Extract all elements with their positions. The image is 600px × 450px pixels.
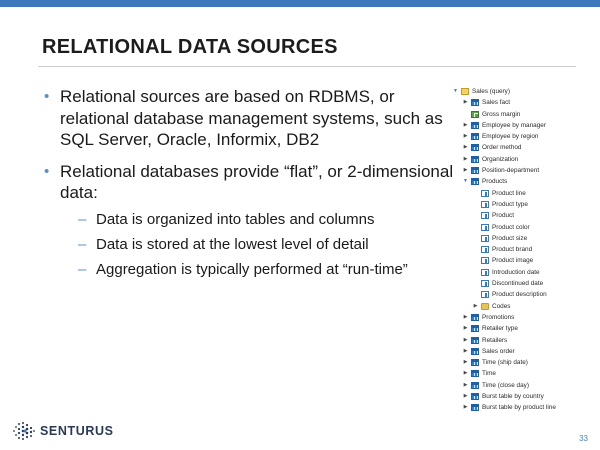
folder-icon xyxy=(481,303,489,310)
tree-item-label: Gross margin xyxy=(482,110,521,118)
tree-item-label: Time (ship date) xyxy=(482,359,528,367)
tree-item-label: Product image xyxy=(492,257,534,265)
tree-item-label: Codes xyxy=(492,302,511,310)
tree-item[interactable] xyxy=(452,289,592,300)
tree-item[interactable] xyxy=(452,323,592,334)
expand-toggle-icon[interactable]: ▼ xyxy=(453,88,458,94)
measure-icon xyxy=(481,201,489,208)
tree-item[interactable] xyxy=(452,165,592,176)
tree-item[interactable] xyxy=(452,244,592,255)
tree-item[interactable] xyxy=(452,357,592,368)
table-icon xyxy=(471,314,479,321)
sub-bullet-text: Data is organized into tables and columns xyxy=(96,210,375,228)
tree-item[interactable] xyxy=(452,222,592,233)
table-icon xyxy=(471,122,479,129)
collapse-toggle-icon[interactable]: ▶ xyxy=(463,167,468,174)
bullet-list xyxy=(42,86,457,284)
tree-item-label: Burst table by country xyxy=(482,393,544,401)
tree-item-label: Products xyxy=(482,178,508,186)
tree-item-label: Promotions xyxy=(482,313,515,321)
data-source-tree xyxy=(452,86,592,414)
collapse-toggle-icon[interactable]: ▶ xyxy=(463,359,468,366)
table-icon xyxy=(471,144,479,151)
tree-item-label: Product description xyxy=(492,291,547,299)
collapse-toggle-icon[interactable]: ▶ xyxy=(463,133,468,140)
tree-item-label: Introduction date xyxy=(492,268,540,276)
tree-item[interactable] xyxy=(452,233,592,244)
table-icon xyxy=(471,167,479,174)
bullet-item xyxy=(42,86,457,151)
tree-item-label: Time xyxy=(482,370,496,378)
title-divider xyxy=(38,66,576,67)
table-icon xyxy=(471,393,479,400)
query-icon xyxy=(461,88,469,95)
bullet-item xyxy=(42,161,457,280)
collapse-toggle-icon[interactable]: ▶ xyxy=(463,370,468,377)
tree-item-label: Product line xyxy=(492,189,526,197)
collapse-toggle-icon[interactable]: ▶ xyxy=(463,325,468,332)
tree-item-label: Order method xyxy=(482,144,522,152)
tree-item-label: Retailer type xyxy=(482,325,518,333)
bullet-text: Relational sources are based on RDBMS, or relational database management systems, such as SQL Server, Oracle, Informix, DB2 xyxy=(60,87,443,149)
collapse-toggle-icon[interactable]: ▶ xyxy=(473,302,478,309)
tree-item-label: Sales fact xyxy=(482,99,511,107)
tree-item[interactable] xyxy=(452,301,592,312)
dash-icon: – xyxy=(78,260,87,278)
collapse-toggle-icon[interactable]: ▶ xyxy=(463,121,468,128)
tree-item[interactable] xyxy=(452,380,592,391)
sub-bullet-item xyxy=(60,259,457,280)
tree-item[interactable] xyxy=(452,142,592,153)
sub-bullet-text: Aggregation is typically performed at “run-time” xyxy=(96,260,408,278)
tree-item-label: Product xyxy=(492,212,515,220)
bullet-text: Relational databases provide “flat”, or 2-dimensional data: xyxy=(60,161,454,202)
tree-item[interactable] xyxy=(452,120,592,131)
measure-icon xyxy=(481,212,489,219)
table-icon xyxy=(471,325,479,332)
bullet-dot-icon: • xyxy=(44,162,50,180)
tree-item-label: Employee by manager xyxy=(482,121,546,129)
top-accent-bar xyxy=(0,0,600,7)
collapse-toggle-icon[interactable]: ▶ xyxy=(463,393,468,400)
tree-item[interactable] xyxy=(452,199,592,210)
tree-item-label: Product type xyxy=(492,200,528,208)
tree-item-label: Burst table by product line xyxy=(482,404,556,412)
collapse-toggle-icon[interactable]: ▶ xyxy=(463,144,468,151)
table-icon xyxy=(471,133,479,140)
tree-item-label: Product color xyxy=(492,223,530,231)
table-icon xyxy=(471,99,479,106)
sub-bullet-item xyxy=(60,234,457,255)
slide-title: RELATIONAL DATA SOURCES xyxy=(42,36,338,58)
table-icon xyxy=(471,359,479,366)
tree-item[interactable] xyxy=(452,368,592,379)
collapse-toggle-icon[interactable]: ▶ xyxy=(463,155,468,162)
tree-item[interactable] xyxy=(452,312,592,323)
tree-item[interactable] xyxy=(452,176,592,187)
measure-icon xyxy=(481,280,489,287)
table-icon xyxy=(471,404,479,411)
measure-icon xyxy=(481,291,489,298)
collapse-toggle-icon[interactable]: ▶ xyxy=(463,347,468,354)
globe-dots-icon xyxy=(10,421,36,441)
tree-item[interactable] xyxy=(452,391,592,402)
tree-item-label: Product size xyxy=(492,234,528,242)
tree-item[interactable] xyxy=(452,335,592,346)
sub-bullet-text: Data is stored at the lowest level of detail xyxy=(96,235,369,253)
table-icon xyxy=(471,178,479,185)
table-icon xyxy=(471,156,479,163)
tree-item[interactable] xyxy=(452,109,592,120)
expand-toggle-icon[interactable]: ▼ xyxy=(463,178,468,185)
collapse-toggle-icon[interactable]: ▶ xyxy=(463,313,468,320)
dash-icon: – xyxy=(78,210,87,228)
measure-icon xyxy=(481,235,489,242)
tree-item-label: Retailers xyxy=(482,336,508,344)
collapse-toggle-icon[interactable]: ▶ xyxy=(463,381,468,388)
tree-item[interactable] xyxy=(452,255,592,266)
tree-item-label: Sales (query) xyxy=(472,88,511,95)
tree-item-label: Sales order xyxy=(482,347,515,355)
tree-item[interactable] xyxy=(452,346,592,357)
tree-item[interactable] xyxy=(452,154,592,165)
table-icon xyxy=(471,382,479,389)
calc-icon xyxy=(471,111,479,118)
tree-item-label: Discontinued date xyxy=(492,280,544,288)
collapse-toggle-icon[interactable]: ▶ xyxy=(463,404,468,411)
table-icon xyxy=(471,348,479,355)
collapse-toggle-icon[interactable]: ▶ xyxy=(463,99,468,106)
page-number: 33 xyxy=(579,434,588,443)
sub-bullet-item xyxy=(60,209,457,230)
tree-item[interactable] xyxy=(452,97,592,108)
measure-icon xyxy=(481,269,489,276)
sub-bullet-list xyxy=(60,209,457,280)
tree-item[interactable] xyxy=(452,131,592,142)
tree-item-label: Organization xyxy=(482,155,519,163)
tree-item[interactable] xyxy=(452,210,592,221)
table-icon xyxy=(471,370,479,377)
tree-item[interactable] xyxy=(452,402,592,413)
brand-name: SENTURUS xyxy=(40,424,114,438)
tree-item[interactable] xyxy=(452,267,592,278)
measure-icon xyxy=(481,246,489,253)
bullet-dot-icon: • xyxy=(44,88,50,105)
tree-item-label: Time (close day) xyxy=(482,381,529,389)
tree-item[interactable] xyxy=(452,188,592,199)
measure-icon xyxy=(481,224,489,231)
tree-item[interactable] xyxy=(452,86,592,97)
tree-item[interactable] xyxy=(452,278,592,289)
tree-item-label: Employee by region xyxy=(482,133,539,141)
measure-icon xyxy=(481,257,489,264)
measure-icon xyxy=(481,190,489,197)
tree-item-label: Position-department xyxy=(482,167,540,175)
dash-icon: – xyxy=(78,235,87,253)
table-icon xyxy=(471,337,479,344)
collapse-toggle-icon[interactable]: ▶ xyxy=(463,336,468,343)
tree-item-label: Product brand xyxy=(492,246,533,254)
